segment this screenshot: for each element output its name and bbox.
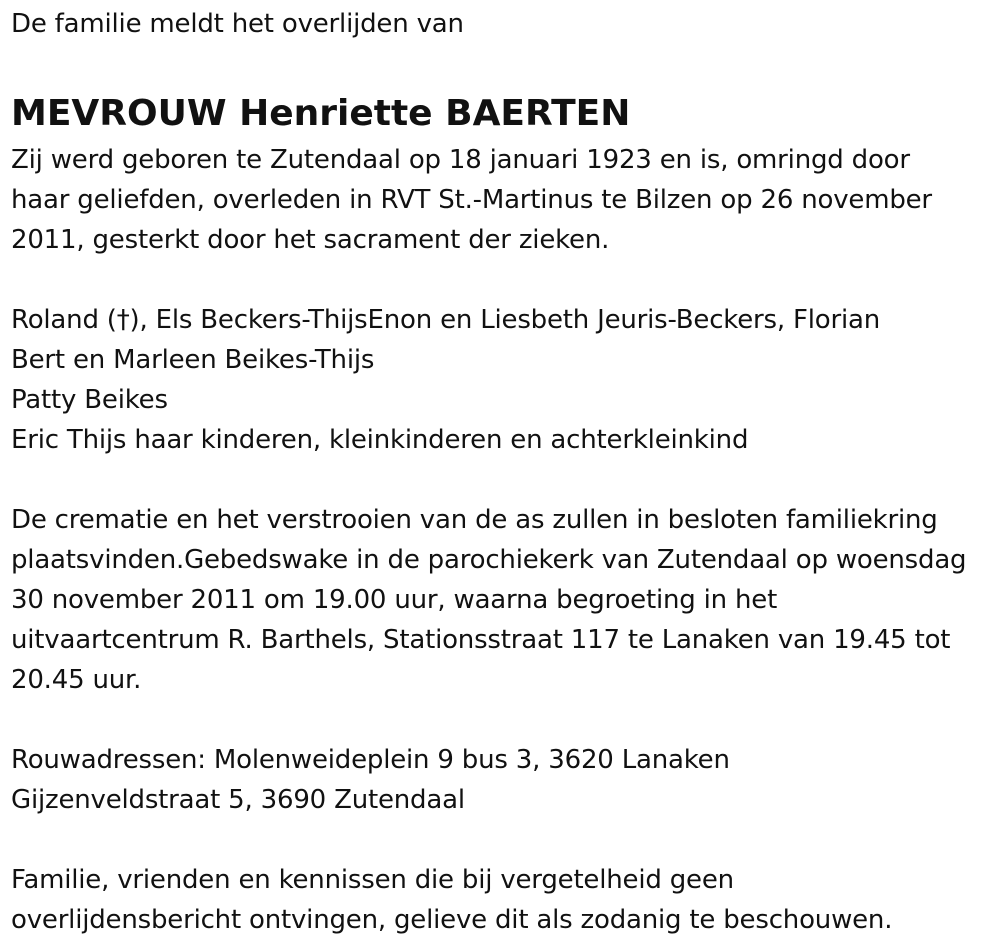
paragraph-line: 20.45 uur. bbox=[11, 665, 142, 695]
paragraph-line: Familie, vrienden en kennissen die bij vergetelheid geen bbox=[11, 865, 734, 895]
paragraph-line: De crematie en het verstrooien van de as zullen in besloten familiekring bbox=[11, 505, 938, 535]
spacer bbox=[11, 260, 996, 300]
intro-text: De familie meldt het overlijden van bbox=[11, 9, 464, 39]
paragraph-line: 30 november 2011 om 19.00 uur, waarna begroeting in het bbox=[11, 585, 778, 615]
addresses-paragraph bbox=[11, 740, 996, 820]
spacer bbox=[11, 700, 996, 740]
family-line: Patty Beikes bbox=[11, 385, 168, 415]
family-line: Roland (†), Els Beckers-ThijsEnon en Liesbeth Jeuris-Beckers, Florian bbox=[11, 305, 880, 335]
closing-paragraph bbox=[11, 860, 996, 940]
spacer bbox=[11, 460, 996, 500]
paragraph-line: haar geliefden, overleden in RVT St.-Martinus te Bilzen op 26 november bbox=[11, 185, 932, 215]
paragraph-line: overlijdensbericht ontvingen, gelieve dit als zodanig te beschouwen. bbox=[11, 905, 893, 935]
death-notice bbox=[11, 4, 996, 940]
paragraph-line: Zij werd geboren te Zutendaal op 18 januari 1923 en is, omringd door bbox=[11, 145, 910, 175]
family-paragraph bbox=[11, 300, 996, 460]
address-line: Rouwadressen: Molenweideplein 9 bus 3, 3620 Lanaken bbox=[11, 745, 730, 775]
paragraph-line: uitvaartcentrum R. Barthels, Stationsstraat 117 te Lanaken van 19.45 tot bbox=[11, 625, 951, 655]
address-line: Gijzenveldstraat 5, 3690 Zutendaal bbox=[11, 785, 465, 815]
spacer bbox=[11, 820, 996, 860]
ceremony-paragraph bbox=[11, 500, 996, 700]
family-line: Eric Thijs haar kinderen, kleinkinderen en achterkleinkind bbox=[11, 425, 749, 455]
birth-death-paragraph bbox=[11, 140, 996, 260]
deceased-name: MEVROUW Henriette BAERTEN bbox=[11, 93, 631, 134]
paragraph-line: 2011, gesterkt door het sacrament der zieken. bbox=[11, 225, 610, 255]
paragraph-line: plaatsvinden.Gebedswake in de parochiekerk van Zutendaal op woensdag bbox=[11, 545, 967, 575]
family-line: Bert en Marleen Beikes-Thijs bbox=[11, 345, 375, 375]
